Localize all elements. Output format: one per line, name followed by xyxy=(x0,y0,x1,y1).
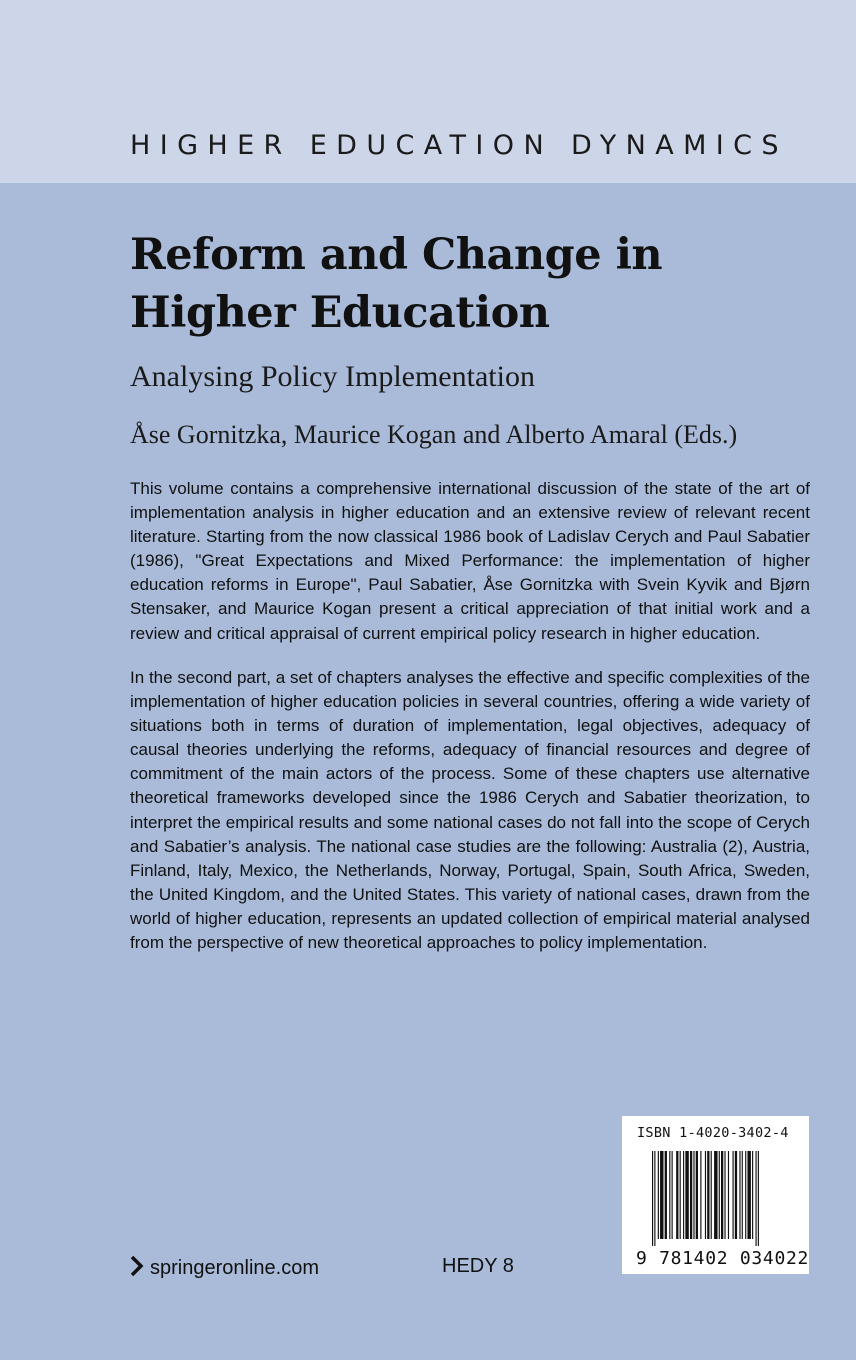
ean-number: 9 781402 034022 xyxy=(636,1248,810,1269)
book-title: Reform and Change in Higher Education xyxy=(130,230,663,338)
editors: Åse Gornitzka, Maurice Kogan and Alberto Amaral (Eds.) xyxy=(130,420,738,449)
chevron-right-icon xyxy=(130,1255,144,1277)
isbn-label: ISBN 1-4020-3402-4 xyxy=(637,1125,789,1141)
website-link[interactable] xyxy=(130,1255,319,1280)
barcode-icon xyxy=(652,1151,792,1246)
website-text: springeronline.com xyxy=(150,1257,319,1279)
barcode-box xyxy=(622,1116,809,1274)
volume-number: HEDY 8 xyxy=(442,1255,514,1277)
description-paragraph-2: In the second part, a set of chapters analyses the effective and specific complexities of the implementation of higher education policies in several countries, offering a wide variety of situations both in terms of duration of implementation, legal objectives, adequacy of causal theories underlying the reforms, adequacy of financial resources and degree of commitment of the main actors of the process. Some of these chapters use alternative theoretical frameworks developed since the 1986 Cerych and Sabatier theorization, to interpret the empirical results and some national cases do not fall into the scope of Cerych and Sabatier’s analysis. The national case studies are the following: Australia (2), Austria, Finland, Italy, Mexico, the Netherlands, Norway, Portugal, Spain, South Africa, Sweden, the United Kingdom, and the United States. This variety of national cases, drawn from the world of higher education, represents an updated collection of empirical material analysed from the perspective of new theoretical approaches to policy implementation. xyxy=(130,668,810,953)
book-subtitle: Analysing Policy Implementation xyxy=(130,360,535,393)
description-paragraph-1: This volume contains a comprehensive international discussion of the state of the art of implementation analysis in higher education and an extensive review of relevant recent literature. Starting from the now classical 1986 book of Ladislav Cerych and Paul Sabatier (1986), "Great Expectations and Mixed Performance: the implementation of higher education reforms in Europe", Paul Sabatier, Åse Gornitzka with Svein Kyvik and Bjørn Stensaker, and Maurice Kogan present a critical appreciation of that initial work and a review and critical appraisal of current empirical policy research in higher education. xyxy=(130,479,810,643)
series-title: HIGHER EDUCATION DYNAMICS xyxy=(130,130,788,161)
